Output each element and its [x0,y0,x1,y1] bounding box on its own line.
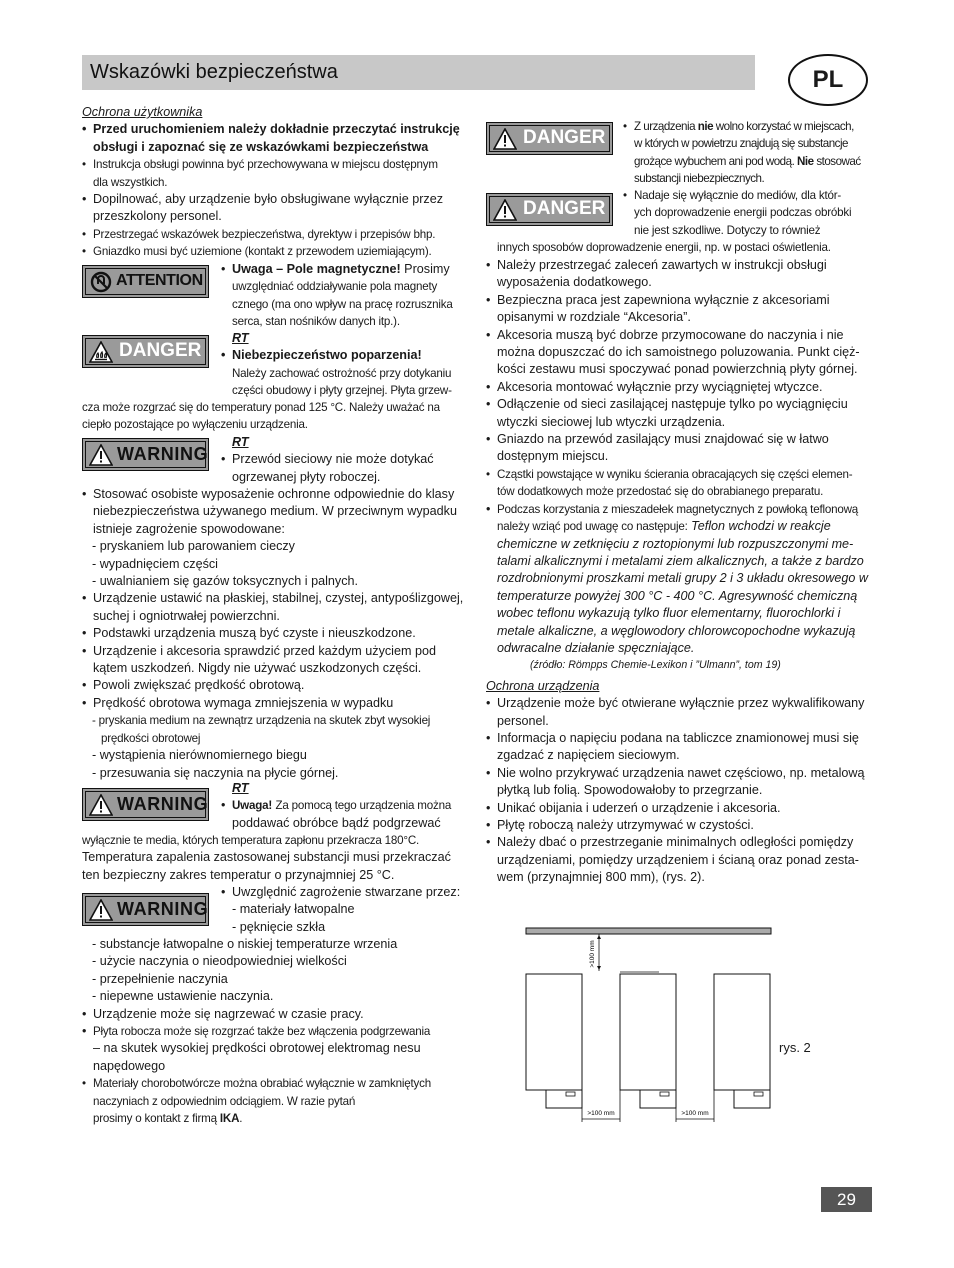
list-item: • Materiały chorobotwórcze można obrabiać wyłącznie w zamkniętych naczyniach z odpowiednim odciągiem. W razie pytań prosimy o kontakt z firmą IKA. [82,1075,472,1127]
explosion-danger-text: • Z urządzenia nie wolno korzystać w miejscach, w których w powietrzu znajdują się substancje grożące wybuchem ani pod wodą. Nie stosować substancji niebezpiecznych. [623,118,875,188]
spacing-diagram [520,926,780,1126]
list-item: • Powoli zwiększać prędkość obrotową. [82,677,472,694]
warning-label: WARNING [117,444,209,464]
list-item: • Przed uruchomieniem należy dokładnie przeczytać instrukcję obsługi i zapoznać się ze wskazówkami bezpieczeństwa [82,121,472,156]
hot-surface-warning-icon [89,341,113,363]
list-item: • Nie wolno przykrywać urządzenia nawet częściowo, np. metalową płytką lub folią. Spowodowałoby to przegrzanie. [486,765,876,800]
warning-triangle-icon [493,199,517,221]
cable-warning-text: RT • Przewód sieciowy nie może dotykać ogrzewanej płyty roboczej. [221,434,471,486]
list-item: • Dopilnować, aby urządzenie było obsługiwane wyłącznie przez przeszkolony personel. [82,191,472,226]
warning-triangle-icon [89,899,113,921]
list-item: • Akcesoria montować wyłącznie przy wyciągniętej wtyczce. [486,379,876,396]
list-item: • Informacja o napięciu podana na tabliczce znamionowej musi się zgadzać z napięciem sieciowym. [486,730,876,765]
page-number: 29 [821,1187,872,1212]
language-badge: PL [788,54,868,106]
page-title: Wskazówki bezpieczeństwa [90,61,338,83]
attention-sign [82,265,209,298]
section-title-user-protection: Ochrona użytkownika [82,105,203,119]
danger-sign-energy: DANGER [486,193,613,226]
list-item: • Bezpieczna praca jest zapewniona wyłącznie z akcesoriami opisanymi w rozdziale “Akcesoria”. [486,292,876,327]
burn-hazard-text: RT • Niebezpieczeństwo poparzenia! Należy zachować ostrożność przy dotykaniu części obudowy i płyty grzejnej. Płyta grzew- [221,330,471,400]
list-item: • Gniazdo na przewód zasilający musi znajdować się w łatwo dostępnym miejscu. [486,431,876,466]
attention-label: ATTENTION [116,272,203,289]
energy-danger-text: • Nadaje się wyłącznie do mediów, dla któr- ych doprowadzenie energii podczas obróbki nie jest szkodliwe. Dotyczy to również [623,187,875,239]
top-clearance-label: >100 mm [589,940,596,968]
list-item: • Prędkość obrotowa wymaga zmniejszenia w wypadku [82,695,472,712]
list-item: • Urządzenie może się nagrzewać w czasie pracy. [82,1006,472,1023]
attention-text: • Uwaga – Pole magnetyczne! Prosimy uwzględniać oddziaływanie pola magnety cznego (ma ono wpływ na pracę rozrusznika serca, stan nośników danych itp.). [221,261,471,331]
danger-sign-explosion: DANGER [486,122,613,155]
list-item: • Należy dbać o przestrzeganie minimalnych odległości pomiędzy urządzeniami, pomiędzy urządzeniem i ścianą oraz ponad zesta- wem (przynajmniej 800 mm), (rys. 2). [486,834,876,886]
list-item: • Płyta robocza może się rozgrzać także bez włączenia podgrzewania – na skutek wysokiej prędkości obrotowej elektromag nesu napędowego [82,1023,472,1075]
flashpoint-warning-text: RT • Uwaga! Za pomocą tego urządzenia można poddawać obróbce bądź podgrzewać [221,780,471,832]
list-item: • Cząstki powstające w wyniku ścierania obracających się części elemen- tów dodatkowych może przedostać się do obrabianego preparatu. [486,466,876,501]
warning-sign-flashpoint: WARNING [82,788,209,821]
hazards-continued-list: - substancje łatwopalne o niskiej temperaturze wrzenia - użycie naczynia o nieodpowiedniej wielkości - przepełnienie naczynia - niepewne ustawienie naczynia. • Urządzenie może się nagrzewać w czasie pracy. • Płyta robocza może się rozgrzać także bez włączenia podgrzewania – na skutek wysokiej prędkości obrotowej elektromag nesu napędowego • Materiały chorobotwórcze można obrabiać wyłącznie w zamkniętych naczyniach z odpowiednim odciągiem. W razie pytań prosimy o kontakt z firmą IKA. [82,936,472,1127]
list-item: • Gniazdko musi być uziemione (kontakt z przewodem uziemiającym). [82,243,472,260]
flashpoint-continued: wyłącznie te media, których temperatura zapłonu przekracza 180°C. Temperatura zapalenia zastosowanej substancji musi przekraczać ten bezpieczny zakres temperatur o przynajmniej 25 °C. [82,834,451,882]
section-title-device-protection: Ochrona urządzenia [486,678,600,693]
list-item: • Podczas korzystania z mieszadełek magnetycznych z powłoką teflonową należy wziąć pod uwagę co następuje: Teflon wchodzi w reakcje chemiczne w zetknięciu z roztopionymi lub rozpuszczonymi me- talami alkalicznymi i metalami ziem alkalicznych, a także z bardzo rozdrobnionymi proszkami metali grupy 2 i 3 układu okresowego w temperaturze powyżej 300 °C - 400 °C. Agresywność chemiczną wobec teflonu wykazują tylko fluor elementarny, fluorochlorki i metale alkaliczne, a węglowodory chlorowcopochodne wykazują odwracalne działanie spęczniające. [486,501,876,658]
list-item: • Płytę roboczą należy utrzymywać w czystości. [486,817,876,834]
danger-label: DANGER [119,340,202,361]
energy-danger-continued: innych sposobów doprowadzenie energii, np. w postaci oświetlenia. [497,241,831,254]
user-protection-list [82,121,472,260]
warning-sign-cable [82,438,209,471]
list-item: • Należy przestrzegać zaleceń zawartych w instrukcji obsługi wyposażenia dodatkowego. [486,257,876,292]
list-item: • Podstawki urządzenia muszą być czyste i nieuszkodzone. [82,625,472,642]
list-item: • Instrukcja obsługi powinna być przechowywana w miejscu dostępnym dla wszystkich. [82,156,472,191]
figure-caption: rys. 2 [779,1040,811,1055]
hazards-warning-text: • Uwzględnić zagrożenie stwarzane przez: - materiały łatwopalne - pęknięcie szkła [221,884,471,936]
left-column [82,104,472,261]
rt-label: RT [232,331,249,345]
right-general-list [486,257,876,887]
warning-triangle-icon [493,128,517,150]
side-clearance-label-1: >100 mm [587,1110,615,1117]
list-item: • Akcesoria muszą być dobrze przymocowane do naczynia i nie można dopuszczać do ich samoistnego poluzowania. Punkt cięż- kości zestawu musi spoczywać ponad powierzchnią płyty górnej. [486,327,876,379]
warning-triangle-icon [89,444,113,466]
list-item: • Przestrzegać wskazówek bezpieczeństwa, dyrektyw i przepisów bhp. [82,226,472,243]
warning-sign-hazards: WARNING [82,893,209,926]
source-citation: (źródło: Römpps Chemie-Lexikon i ”Ulmann”, tom 19) [530,659,781,672]
list-item: • Unikać obijania i uderzeń o urządzenie i akcesoria. [486,800,876,817]
list-item: • Odłączenie od sieci zasilającej następuje tylko po wyciągnięciu wtyczki sieciowej lub wtyczki urządzenia. [486,396,876,431]
warning-triangle-icon [89,794,113,816]
magnet-prohibition-icon [90,271,112,293]
danger-sign-hot [82,335,209,368]
list-item: • Urządzenie i akcesoria sprawdzić przed każdym użyciem pod kątem uszkodzeń. Nigdy nie używać uszkodzonych części. [82,643,472,678]
title-bar [82,55,755,90]
list-item: • Stosować osobiste wyposażenie ochronne odpowiednie do klasy niebezpieczeństwa używanego medium. W przeciwnym wypadku istnieje zagrożenie spowodowane: [82,486,472,538]
side-clearance-label-2: >100 mm [681,1110,709,1117]
list-item: • Urządzenie ustawić na płaskiej, stabilnej, czystej, antypoślizgowej, suchej i ogniotrwałej powierzchni. [82,590,472,625]
left-general-list: • Stosować osobiste wyposażenie ochronne odpowiednie do klasy niebezpieczeństwa używanego medium. W przeciwnym wypadku istnieje zagrożenie spowodowane: - pryskaniem lub parowaniem cieczy - wypadnięciem części - uwalnianiem się gazów toksycznych i palnych. • Urządzenie ustawić na płaskiej, stabilnej, czystej, antypoślizgowej, suchej i ogniotrwałej powierzchni. • Podstawki urządzenia muszą być czyste i nieuszkodzone. • Urządzenie i akcesoria sprawdzić przed każdym użyciem pod kątem uszkodzeń. Nigdy nie używać uszkodzonych części. • Powoli zwiększać prędkość obrotową. • Prędkość obrotowa wymaga zmniejszenia w wypadku - pryskania medium na zewnątrz urządzenia na skutek zbyt wysokiej prędkości obrotowej - wystąpienia nierównomiernego biegu - przesuwania się naczynia na płycie górnej. [82,486,472,782]
burn-hazard-continued: cza może rozgrzać się do temperatury ponad 125 °C. Należy uważać na ciepło pozostające po wyłączeniu urządzenia. [82,401,440,432]
list-item: • Urządzenie może być otwierane wyłącznie przez wykwalifikowany personel. [486,695,876,730]
